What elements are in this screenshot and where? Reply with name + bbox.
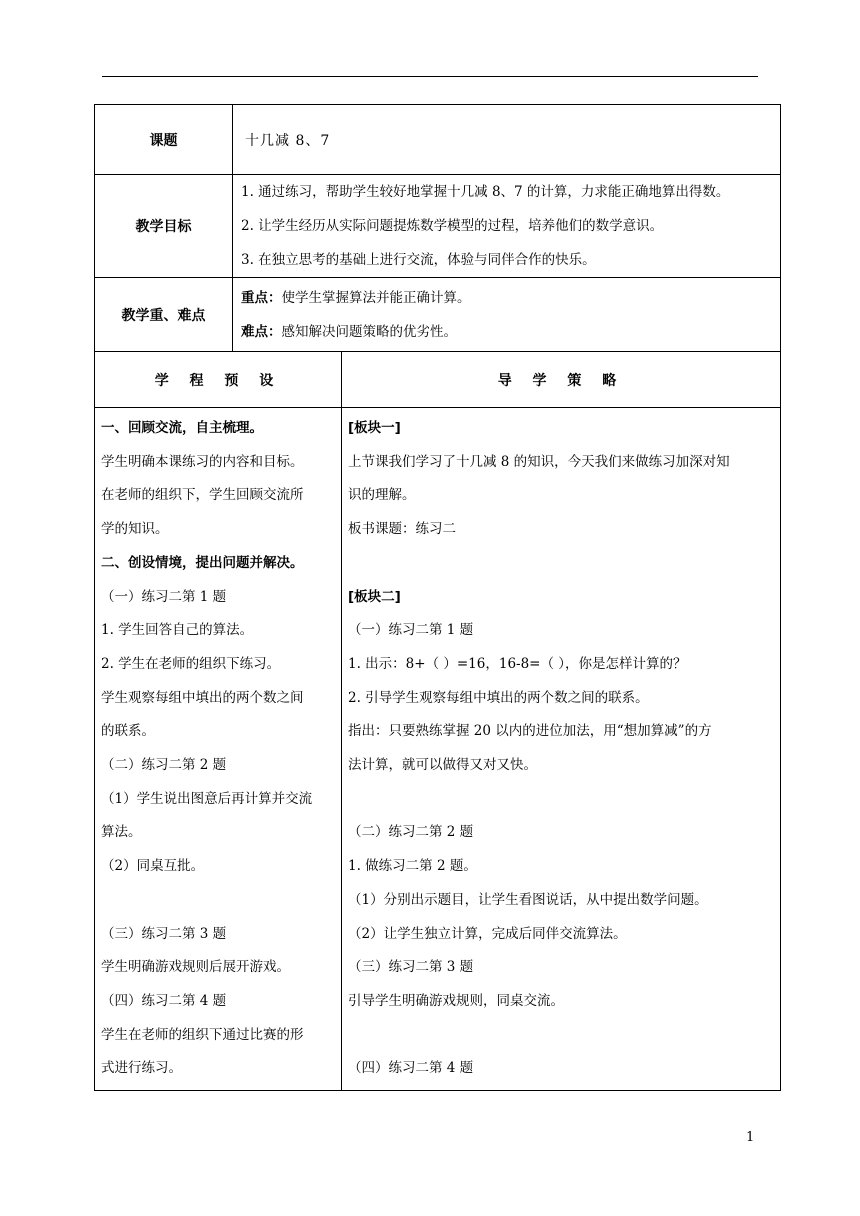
left-line: 学生明确本课练习的内容和目标。 — [101, 453, 304, 470]
right-line: 指出：只要熟练掌握 20 以内的进位加法，用“想加算减”的方 — [348, 723, 712, 740]
right-column-header: 导 学 策 略 — [342, 352, 781, 408]
topic-row — [95, 105, 781, 175]
header-rule — [102, 76, 758, 77]
left-line: 一、回顾交流，自主梳理。 — [101, 420, 263, 436]
right-line: 板书课题：练习二 — [348, 521, 456, 538]
key-point — [233, 281, 780, 315]
key-point-label: 重点： — [241, 289, 282, 306]
right-line: （2）让学生独立计算，完成后同伴交流算法。 — [348, 925, 627, 942]
key-points-label: 教学重、难点 — [95, 278, 233, 352]
left-line: 学生在老师的组织下通过比赛的形 — [101, 1026, 304, 1043]
left-line: 算法。 — [101, 824, 142, 841]
left-line: （四）练习二第 4 题 — [101, 992, 227, 1009]
right-line — [348, 547, 774, 581]
difficulty-point — [233, 315, 780, 349]
objectives-label: 教学目标 — [95, 175, 233, 278]
left-line: 的联系。 — [101, 723, 155, 740]
left-line: （一）练习二第 1 题 — [101, 588, 227, 605]
left-line: 学生观察每组中填出的两个数之间 — [101, 689, 304, 706]
page-number: 1 — [746, 1130, 755, 1145]
left-line: 1. 学生回答自己的算法。 — [101, 622, 254, 639]
column-header-row — [95, 352, 781, 408]
objective-item: 3. 在独立思考的基础上进行交流，体验与同伴合作的快乐。 — [241, 252, 596, 268]
key-points-row — [95, 278, 781, 352]
left-line: 学的知识。 — [101, 521, 169, 538]
difficulty-text: 感知解决问题策略的优劣性。 — [281, 323, 457, 340]
content-row — [95, 408, 781, 1091]
lesson-plan-table — [94, 104, 781, 1091]
right-line: 上节课我们学习了十几减 8 的知识，今天我们来做练习加深对知 — [348, 453, 730, 470]
right-line — [348, 783, 774, 817]
left-line: 式进行练习。 — [101, 1060, 182, 1077]
left-line: （二）练习二第 2 题 — [101, 757, 227, 774]
key-points — [233, 278, 781, 352]
right-line: （三）练习二第 3 题 — [348, 959, 474, 976]
left-line: （1）学生说出图意后再计算并交流 — [101, 790, 313, 807]
left-column-header: 学 程 预 设 — [95, 352, 342, 408]
right-column — [342, 408, 781, 1091]
difficulty-label: 难点： — [241, 323, 282, 340]
left-line: 学生明确游戏规则后展开游戏。 — [101, 959, 290, 976]
right-line: 1. 出示：8+（ ）=16，16-8=（ ），你是怎样计算的？ — [348, 655, 687, 672]
right-line: （四）练习二第 4 题 — [348, 1060, 474, 1077]
left-column — [95, 408, 342, 1091]
right-line: 引导学生明确游戏规则，同桌交流。 — [348, 992, 564, 1009]
right-line: （1）分别出示题目，让学生看图说话，从中提出数学问题。 — [348, 891, 708, 908]
left-line: （三）练习二第 3 题 — [101, 925, 227, 942]
right-line: [板块二] — [348, 588, 401, 605]
right-line: 识的理解。 — [348, 487, 416, 504]
objectives-list — [233, 175, 781, 278]
topic-value: 十几减 8、7 — [233, 105, 781, 175]
right-line: （一）练习二第 1 题 — [348, 622, 474, 639]
right-line: （二）练习二第 2 题 — [348, 824, 474, 841]
right-line: 法计算，就可以做得又对又快。 — [348, 757, 537, 774]
objective-item: 1. 通过练习，帮助学生较好地掌握十几减 8、7 的计算，力求能正确地算出得数。 — [241, 184, 730, 200]
key-point-text: 使学生掌握算法并能正确计算。 — [281, 289, 471, 306]
right-line: 2. 引导学生观察每组中填出的两个数之间的联系。 — [348, 689, 649, 706]
right-line — [348, 1019, 774, 1053]
topic-label: 课题 — [95, 105, 233, 175]
left-line — [101, 884, 335, 918]
left-line: 2. 学生在老师的组织下练习。 — [101, 655, 281, 672]
left-line: 在老师的组织下，学生回顾交流所 — [101, 487, 304, 504]
right-line: [板块一] — [348, 420, 401, 436]
left-line: （2）同桌互批。 — [101, 858, 205, 875]
objective-item: 2. 让学生经历从实际问题提炼数学模型的过程，培养他们的数学意识。 — [241, 218, 664, 234]
left-line: 二、创设情境，提出问题并解决。 — [101, 554, 304, 571]
objectives-row — [95, 175, 781, 278]
right-line: 1. 做练习二第 2 题。 — [348, 858, 477, 875]
